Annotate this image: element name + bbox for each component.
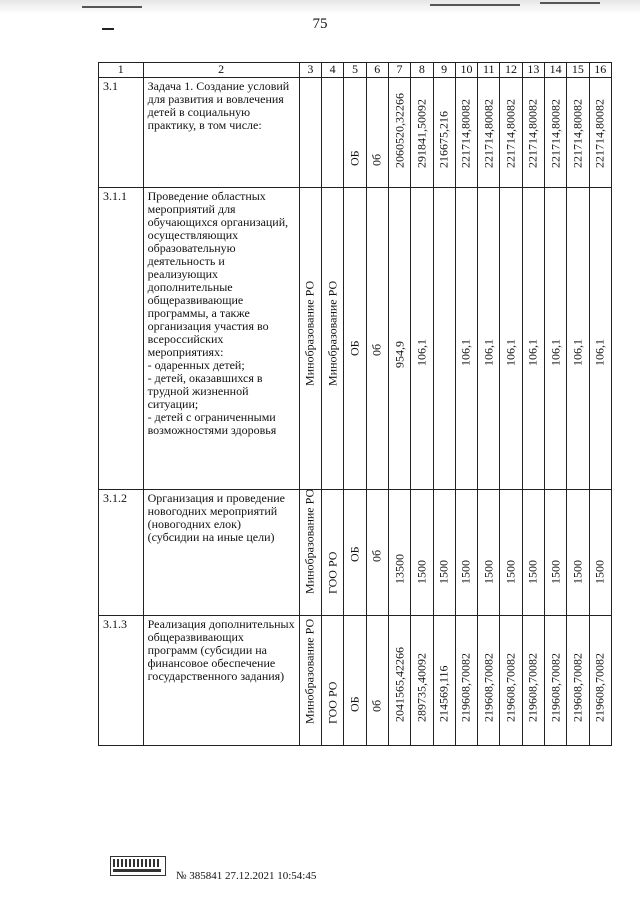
column-number: 16 bbox=[589, 63, 611, 78]
funding-value: 219608,70082 bbox=[458, 653, 473, 722]
participant: ГОО РО bbox=[325, 551, 340, 594]
funding-value: 219608,70082 bbox=[548, 653, 563, 722]
funding-value: 221714,80082 bbox=[481, 99, 496, 168]
funding-value: 106,1 bbox=[525, 339, 540, 366]
funding-source: ОБ bbox=[347, 150, 362, 166]
funding-value: 2041565,42266 bbox=[392, 647, 407, 722]
funding-value-cell bbox=[544, 490, 566, 616]
funding-value: 219608,70082 bbox=[481, 653, 496, 722]
funding-value: 1500 bbox=[548, 560, 563, 584]
funding-value: 1500 bbox=[481, 560, 496, 584]
funding-value: 219608,70082 bbox=[592, 653, 607, 722]
funding-value-cell bbox=[478, 188, 500, 490]
responsible-executor: Минобразование РО bbox=[302, 488, 317, 594]
funding-code: 0б bbox=[369, 343, 384, 356]
row-number: 3.1.3 bbox=[99, 616, 144, 746]
funding-value-cell bbox=[411, 188, 433, 490]
funding-value: 1500 bbox=[436, 560, 451, 584]
funding-value: 13500 bbox=[392, 554, 407, 584]
funding-value-cell bbox=[433, 188, 455, 490]
participant: Минобразование РО bbox=[325, 280, 340, 386]
column-number-row bbox=[99, 63, 612, 78]
mark-dash bbox=[102, 28, 114, 30]
funding-value-cell bbox=[567, 490, 589, 616]
row-description: Проведение областных мероприятий для обучающихся организаций, осуществляющих образовательную деятельность и реализующих дополнительные общеразвивающие программы, а также организация участия во всероссийских мероприятиях: - одаренных детей; - детей, оказавшихся в трудной жизненной ситуации; - детей с ограниченными возможностями здоровья bbox=[143, 188, 299, 490]
table-row bbox=[99, 490, 612, 616]
column-number: 4 bbox=[322, 63, 344, 78]
page-number: 75 bbox=[312, 16, 328, 32]
row-description: Организация и проведение новогодних мероприятий (новогодних елок) (субсидии на иные цели) bbox=[143, 490, 299, 616]
funding-value: 954,9 bbox=[392, 341, 407, 368]
scan-artifact bbox=[430, 4, 520, 6]
funding-value: 221714,80082 bbox=[503, 99, 518, 168]
responsible-executor: Минобразование РО bbox=[302, 280, 317, 386]
funding-value: 106,1 bbox=[592, 339, 607, 366]
funding-code: 0б bbox=[369, 699, 384, 712]
funding-value-cell bbox=[478, 78, 500, 188]
funding-value: 221714,80082 bbox=[548, 99, 563, 168]
scan-artifact bbox=[82, 6, 142, 8]
funding-value-cell bbox=[388, 78, 410, 188]
document-registration-number: № 385841 27.12.2021 10:54:45 bbox=[176, 870, 317, 882]
funding-code: 0б bbox=[369, 549, 384, 562]
funding-value-cell bbox=[478, 616, 500, 746]
column-number: 13 bbox=[522, 63, 544, 78]
participant: ГОО РО bbox=[325, 681, 340, 724]
column-number: 14 bbox=[544, 63, 566, 78]
responsible-executor-cell bbox=[299, 616, 321, 746]
funding-value-cell bbox=[478, 490, 500, 616]
column-number: 15 bbox=[567, 63, 589, 78]
funding-value: 219608,70082 bbox=[503, 653, 518, 722]
funding-code-cell bbox=[366, 616, 388, 746]
funding-value-cell bbox=[388, 188, 410, 490]
funding-value-cell bbox=[567, 188, 589, 490]
table-row bbox=[99, 188, 612, 490]
funding-value-cell bbox=[433, 490, 455, 616]
column-number: 2 bbox=[143, 63, 299, 78]
funding-value-cell bbox=[544, 78, 566, 188]
funding-value: 106,1 bbox=[414, 339, 429, 366]
funding-value-cell bbox=[500, 188, 522, 490]
funding-value-cell bbox=[388, 616, 410, 746]
column-number: 9 bbox=[433, 63, 455, 78]
column-number: 12 bbox=[500, 63, 522, 78]
funding-value: 1500 bbox=[592, 560, 607, 584]
column-number: 7 bbox=[388, 63, 410, 78]
funding-value-cell bbox=[500, 78, 522, 188]
funding-value-cell bbox=[455, 490, 477, 616]
funding-value: 1500 bbox=[503, 560, 518, 584]
funding-code-cell bbox=[366, 78, 388, 188]
table-row bbox=[99, 78, 612, 188]
scan-artifact bbox=[540, 2, 600, 4]
funding-value: 106,1 bbox=[548, 339, 563, 366]
column-number: 6 bbox=[366, 63, 388, 78]
program-table bbox=[98, 62, 612, 746]
funding-value: 216675,216 bbox=[436, 111, 451, 168]
funding-value-cell bbox=[522, 188, 544, 490]
funding-source: ОБ bbox=[347, 340, 362, 356]
row-number: 3.1.2 bbox=[99, 490, 144, 616]
registration-stamp-icon bbox=[110, 856, 166, 876]
table-row bbox=[99, 616, 612, 746]
column-number: 10 bbox=[455, 63, 477, 78]
row-number: 3.1.1 bbox=[99, 188, 144, 490]
funding-value-cell bbox=[544, 616, 566, 746]
participant-cell bbox=[322, 78, 344, 188]
funding-value-cell bbox=[567, 78, 589, 188]
funding-value: 1500 bbox=[458, 560, 473, 584]
funding-value-cell bbox=[411, 490, 433, 616]
responsible-executor-cell bbox=[299, 490, 321, 616]
responsible-executor-cell bbox=[299, 78, 321, 188]
funding-value-cell bbox=[455, 616, 477, 746]
funding-value: 219608,70082 bbox=[570, 653, 585, 722]
funding-value: 291841,50092 bbox=[414, 99, 429, 168]
funding-value-cell bbox=[522, 616, 544, 746]
funding-value-cell bbox=[589, 188, 611, 490]
funding-value: 106,1 bbox=[481, 339, 496, 366]
funding-value: 219608,70082 bbox=[525, 653, 540, 722]
funding-value-cell bbox=[589, 616, 611, 746]
funding-value-cell bbox=[522, 490, 544, 616]
column-number: 5 bbox=[344, 63, 366, 78]
participant-cell bbox=[322, 490, 344, 616]
funding-value-cell bbox=[455, 78, 477, 188]
participant-cell bbox=[322, 616, 344, 746]
funding-value: 106,1 bbox=[570, 339, 585, 366]
funding-value-cell bbox=[500, 490, 522, 616]
funding-value: 106,1 bbox=[503, 339, 518, 366]
funding-code-cell bbox=[366, 188, 388, 490]
funding-value-cell bbox=[433, 616, 455, 746]
participant-cell bbox=[322, 188, 344, 490]
funding-value: 289735,40092 bbox=[414, 653, 429, 722]
funding-value-cell bbox=[544, 188, 566, 490]
funding-value-cell bbox=[411, 78, 433, 188]
funding-value: 221714,80082 bbox=[458, 99, 473, 168]
funding-source-cell bbox=[344, 616, 366, 746]
funding-value-cell bbox=[589, 490, 611, 616]
funding-source-cell bbox=[344, 78, 366, 188]
funding-value: 221714,80082 bbox=[525, 99, 540, 168]
row-number: 3.1 bbox=[99, 78, 144, 188]
funding-value: 214569,116 bbox=[436, 665, 451, 722]
funding-value: 1500 bbox=[414, 560, 429, 584]
funding-value: 106,1 bbox=[458, 339, 473, 366]
funding-value-cell bbox=[388, 490, 410, 616]
column-number: 1 bbox=[99, 63, 144, 78]
funding-value-cell bbox=[589, 78, 611, 188]
funding-source-cell bbox=[344, 490, 366, 616]
funding-value: 1500 bbox=[525, 560, 540, 584]
responsible-executor-cell bbox=[299, 188, 321, 490]
funding-value: 221714,80082 bbox=[592, 99, 607, 168]
row-description: Реализация дополнительных общеразвивающих программ (субсидии на финансовое обеспечение государственного задания) bbox=[143, 616, 299, 746]
funding-source: ОБ bbox=[347, 546, 362, 562]
funding-value: 221714,80082 bbox=[570, 99, 585, 168]
column-number: 8 bbox=[411, 63, 433, 78]
funding-source: ОБ bbox=[347, 696, 362, 712]
funding-code-cell bbox=[366, 490, 388, 616]
funding-value-cell bbox=[567, 616, 589, 746]
funding-value: 2060520,32266 bbox=[392, 93, 407, 168]
funding-value-cell bbox=[433, 78, 455, 188]
row-description: Задача 1. Создание условий для развития и вовлечения детей в социальную практику, в том числе: bbox=[143, 78, 299, 188]
funding-value-cell bbox=[411, 616, 433, 746]
funding-value-cell bbox=[522, 78, 544, 188]
funding-value-cell bbox=[455, 188, 477, 490]
funding-value: 1500 bbox=[570, 560, 585, 584]
funding-value-cell bbox=[500, 616, 522, 746]
funding-code: 0б bbox=[369, 153, 384, 166]
column-number: 11 bbox=[478, 63, 500, 78]
column-number: 3 bbox=[299, 63, 321, 78]
responsible-executor: Минобразование РО bbox=[302, 618, 317, 724]
funding-source-cell bbox=[344, 188, 366, 490]
